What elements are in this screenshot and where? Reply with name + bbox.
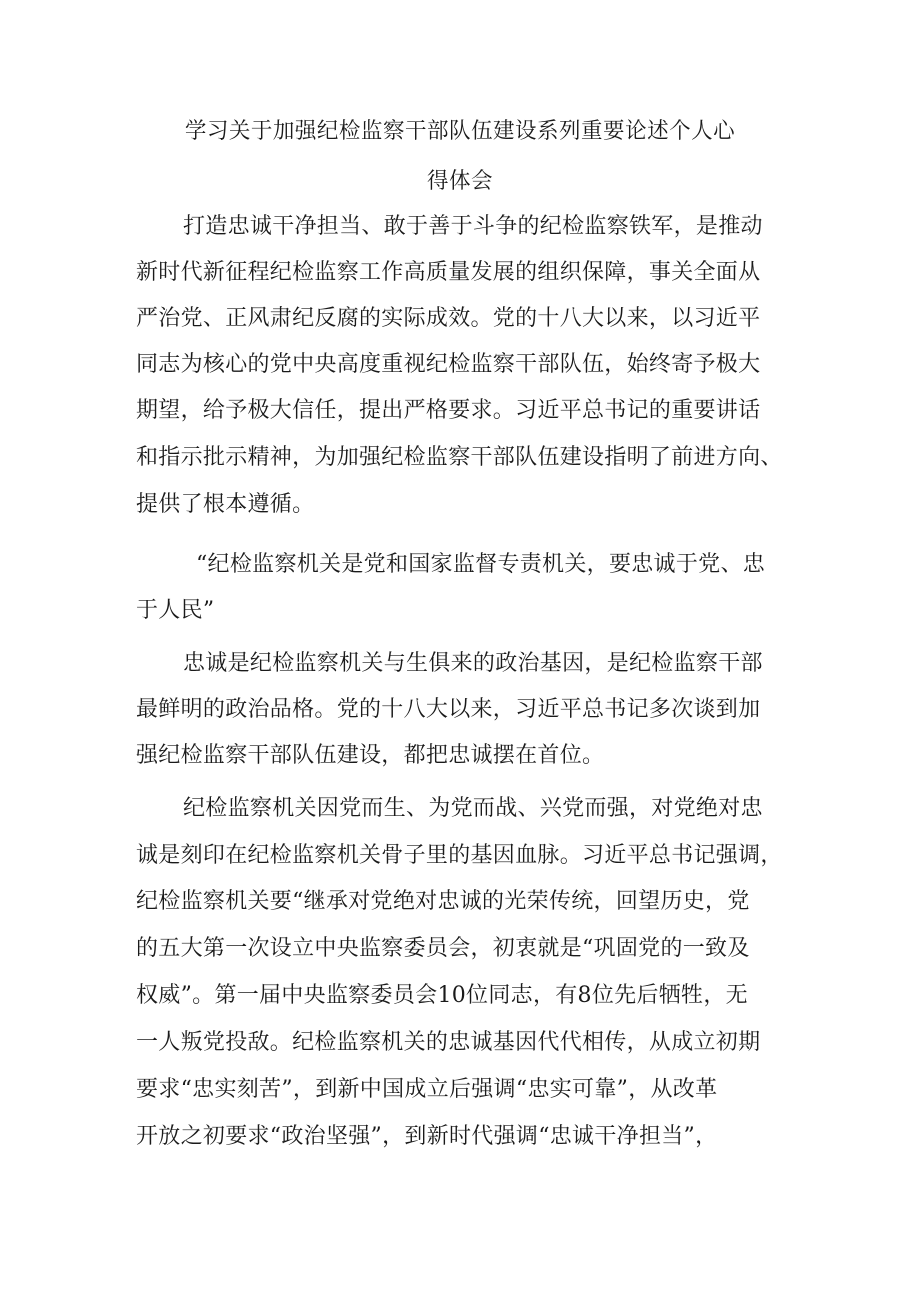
paragraph-line: 忠诚是纪检监察机关与生俱来的政治基因，是纪检监察干部 (183, 651, 763, 676)
paragraph-line: 强纪检监察干部队伍建设，都把忠诚摆在首位。 (136, 743, 605, 768)
paragraph-line: 和指示批示精神，为加强纪检监察干部队伍建设指明了前进方向、 (136, 445, 783, 470)
document-title-continued: 得体会 (426, 169, 494, 194)
paragraph-line: 诚是刻印在纪检监察机关骨子里的基因血脉。习近平总书记强调， (136, 843, 783, 868)
paragraph-line: 期望，给予极大信任，提出严格要求。习近平总书记的重要讲话 (136, 398, 761, 423)
paragraph-line: 一人叛党投敌。纪检监察机关的忠诚基因代代相传，从成立初期 (136, 1030, 761, 1055)
paragraph-line: 开放之初要求“政治坚强”，到新时代强调“忠诚干净担当”， (136, 1124, 718, 1149)
paragraph-line: 权威”。第一届中央监察委员会10位同志，有8位先后牺牲，无 (136, 983, 748, 1008)
paragraph-line: 的五大第一次设立中央监察委员会，初衷就是“巩固党的一致及 (136, 936, 750, 961)
section-heading-line: 于人民” (136, 598, 215, 623)
section-heading-line: “纪检监察机关是党和国家监督专责机关，要忠诚于党、忠 (196, 552, 766, 577)
document-title: 学习关于加强纪检监察干部队伍建设系列重要论述个人心 (184, 119, 736, 144)
paragraph-line: 同志为核心的党中央高度重视纪检监察干部队伍，始终寄予极大 (136, 352, 761, 377)
paragraph-line: 纪检监察机关要“继承对党绝对忠诚的光荣传统，回望历史，党 (136, 889, 750, 914)
paragraph-line: 提供了根本遵循。 (136, 492, 315, 517)
paragraph-line: 要求“忠实刻苦”，到新中国成立后强调“忠实可靠”，从改革 (136, 1077, 718, 1102)
paragraph-line: 纪检监察机关因党而生、为党而战、兴党而强，对党绝对忠 (183, 796, 763, 821)
paragraph-line: 最鲜明的政治品格。党的十八大以来，习近平总书记多次谈到加 (136, 697, 761, 722)
paragraph-line: 严治党、正风肃纪反腐的实际成效。党的十八大以来，以习近平 (136, 306, 761, 331)
paragraph-line: 新时代新征程纪检监察工作高质量发展的组织保障，事关全面从 (136, 260, 761, 285)
paragraph-line: 打造忠诚干净担当、敢于善于斗争的纪检监察铁军，是推动 (183, 214, 763, 239)
